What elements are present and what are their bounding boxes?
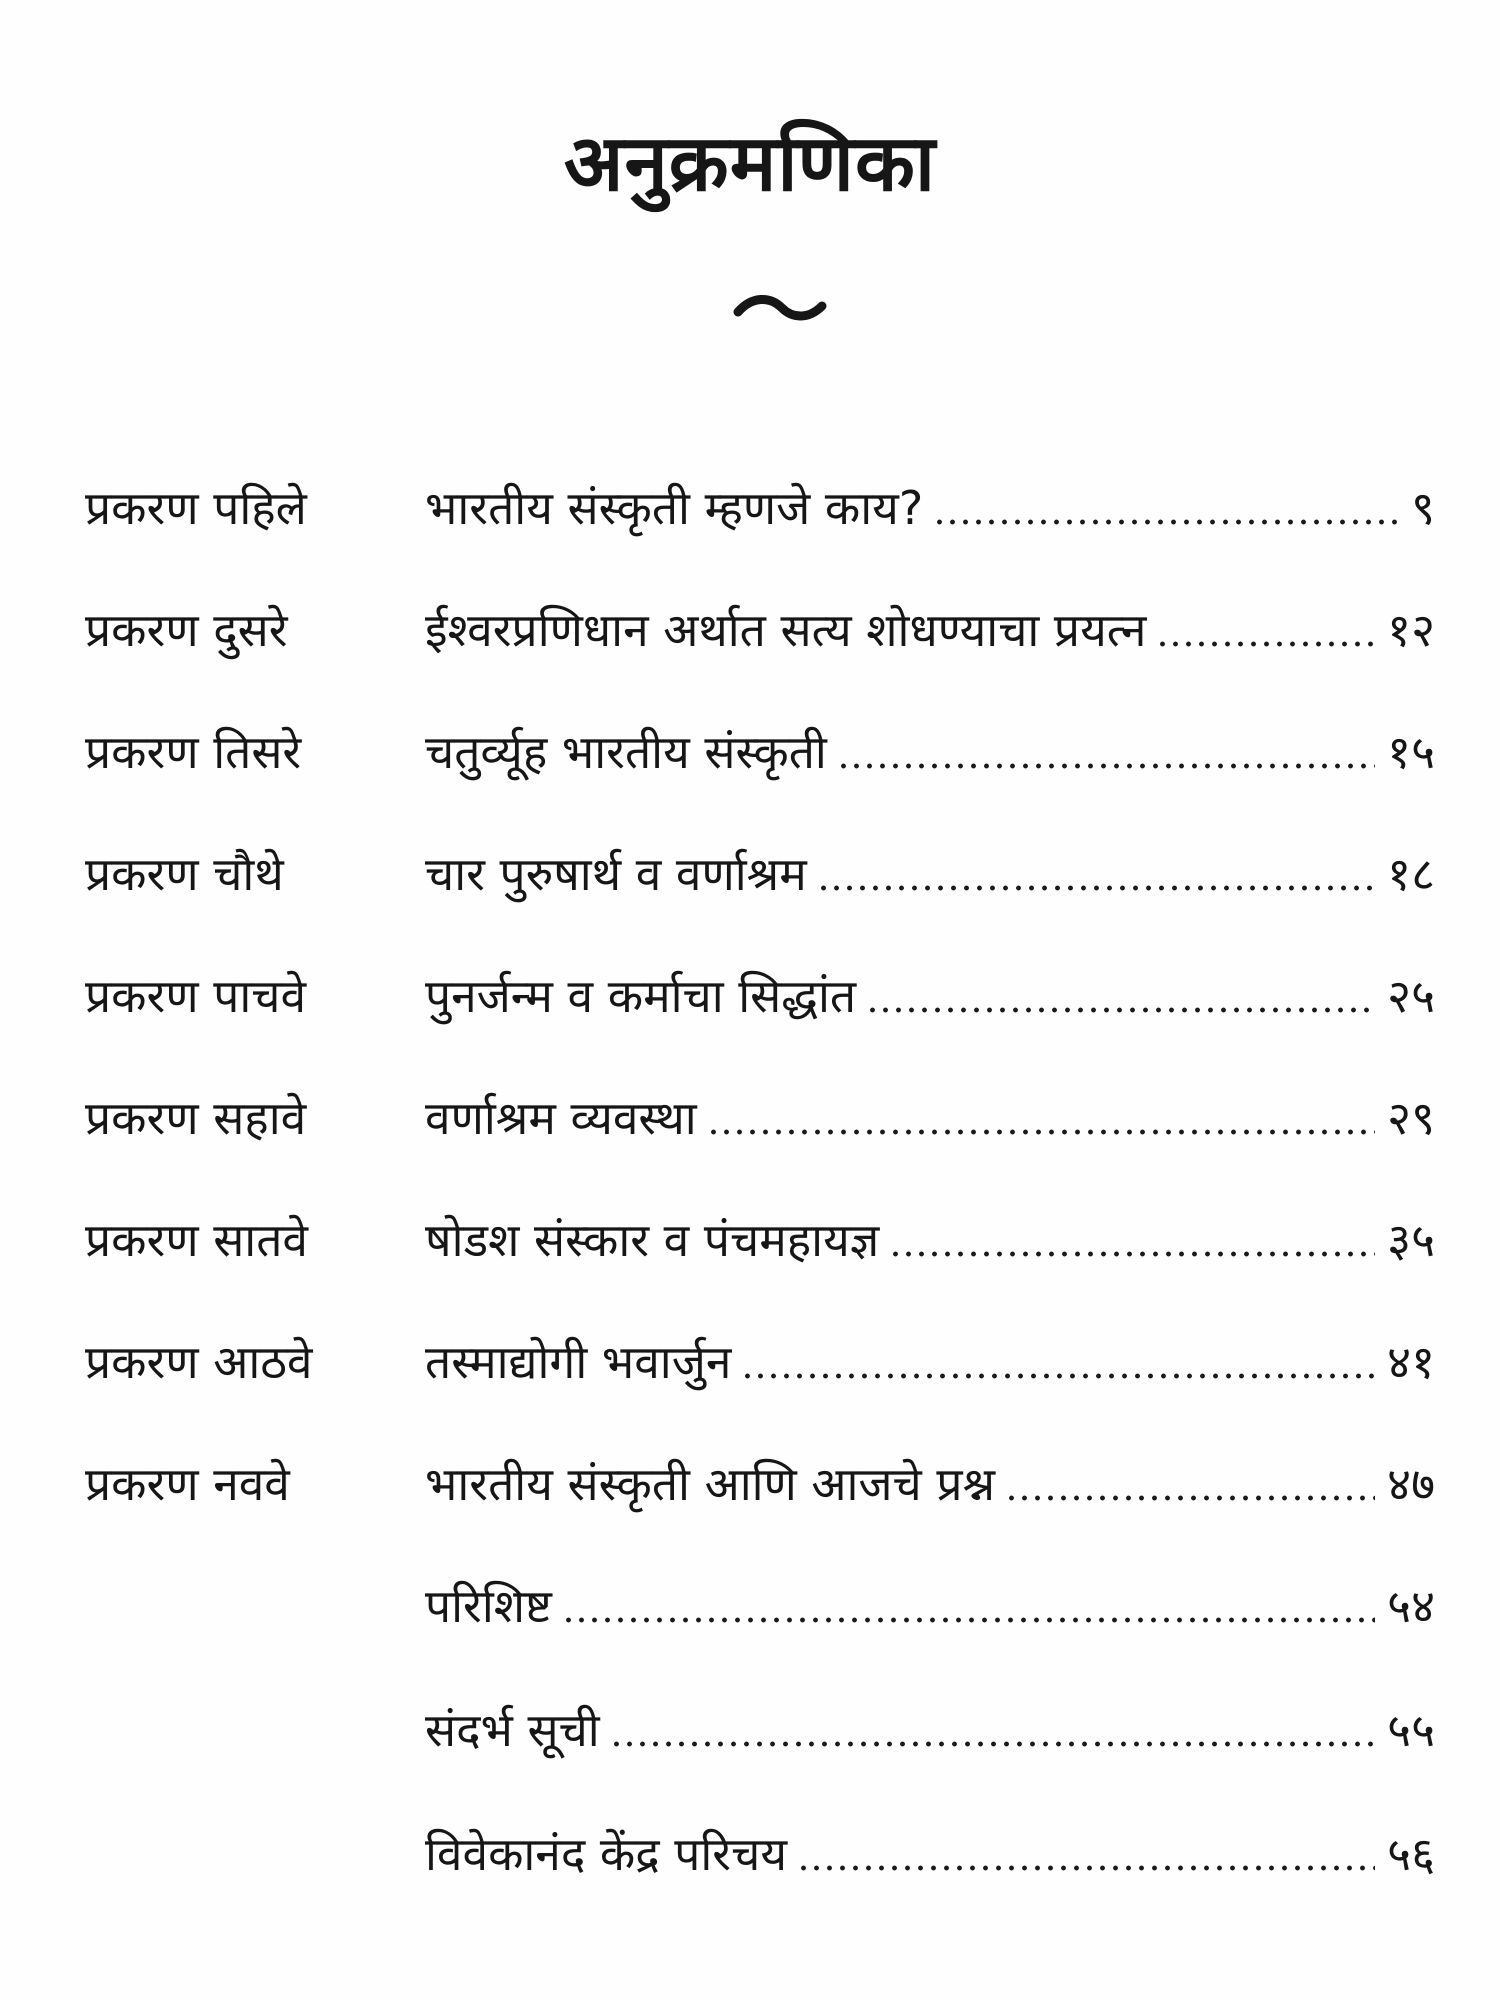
- entry-title: तस्माद्योगी भवार्जुन: [425, 1335, 732, 1389]
- page-number: २९: [1387, 1091, 1435, 1145]
- toc-row: [0, 834, 1500, 914]
- toc-entry: [425, 468, 1435, 548]
- chapter-label: प्रकरण आठवे: [85, 1335, 313, 1389]
- toc-entry: [425, 834, 1435, 914]
- page-number: १५: [1387, 725, 1435, 779]
- toc-entry: [425, 956, 1435, 1036]
- dot-leader: [797, 1865, 1375, 1871]
- dot-leader: [933, 519, 1399, 525]
- entry-title: पुनर्जन्म व कर्माचा सिद्धांत: [425, 969, 857, 1023]
- toc-row: [0, 956, 1500, 1036]
- entry-title: भारतीय संस्कृती आणि आजचे प्रश्न: [425, 1457, 996, 1511]
- entry-title: संदर्भ सूची: [425, 1703, 600, 1757]
- page-number: ३५: [1387, 1213, 1435, 1267]
- toc-row: [0, 468, 1500, 548]
- entry-title: परिशिष्ट: [425, 1579, 552, 1633]
- toc-row: [0, 712, 1500, 792]
- toc-row: [0, 1814, 1500, 1894]
- toc-entry: [425, 712, 1435, 792]
- page-number: १८: [1387, 847, 1435, 901]
- entry-title: विवेकानंद केंद्र परिचय: [425, 1827, 788, 1881]
- page-number: ५५: [1387, 1703, 1435, 1757]
- page-number: ५४: [1387, 1579, 1435, 1633]
- entry-title: चतुर्व्यूह भारतीय संस्कृती: [425, 725, 827, 779]
- chapter-label: प्रकरण नववे: [85, 1457, 290, 1511]
- page-number: ९: [1411, 481, 1435, 535]
- chapter-label: प्रकरण सातवे: [85, 1213, 309, 1267]
- entry-title: षोडश संस्कार व पंचमहायज्ञ: [425, 1213, 880, 1267]
- toc-row: [0, 1322, 1500, 1402]
- dot-leader: [741, 1373, 1375, 1379]
- toc-entry: [425, 590, 1435, 670]
- chapter-label: प्रकरण दुसरे: [85, 603, 288, 657]
- entry-title: भारतीय संस्कृती म्हणजे काय?: [425, 481, 924, 535]
- dot-leader: [837, 763, 1375, 769]
- chapter-label: प्रकरण सहावे: [85, 1091, 307, 1145]
- dot-leader: [817, 885, 1375, 891]
- toc-row: [0, 590, 1500, 670]
- toc-row: [0, 1200, 1500, 1280]
- page-number: ५६: [1387, 1827, 1435, 1881]
- dot-leader: [610, 1741, 1375, 1747]
- page-number: २५: [1387, 969, 1435, 1023]
- dot-leader: [707, 1129, 1375, 1135]
- toc-entry: [425, 1444, 1435, 1524]
- dot-leader: [562, 1617, 1375, 1623]
- toc-row: [0, 1078, 1500, 1158]
- page-number: १२: [1387, 603, 1435, 657]
- dot-leader: [866, 1007, 1375, 1013]
- chapter-label: प्रकरण पहिले: [85, 481, 307, 535]
- dot-leader: [1005, 1495, 1375, 1501]
- toc-entry: [425, 1690, 1435, 1770]
- toc-entry: [425, 1078, 1435, 1158]
- toc-row: [0, 1690, 1500, 1770]
- entry-title: चार पुरुषार्थ व वर्णाश्रम: [425, 847, 807, 901]
- entry-title: वर्णाश्रम व्यवस्था: [425, 1091, 697, 1145]
- toc-entry: [425, 1814, 1435, 1894]
- toc-entry: [425, 1322, 1435, 1402]
- page-number: ४७: [1387, 1457, 1435, 1511]
- toc-entry: [425, 1200, 1435, 1280]
- dot-leader: [889, 1251, 1375, 1257]
- chapter-label: प्रकरण चौथे: [85, 847, 284, 901]
- dot-leader: [1156, 641, 1375, 647]
- chapter-label: प्रकरण पाचवे: [85, 969, 307, 1023]
- page-title: अनुक्रमणिका: [563, 119, 937, 209]
- toc-row: [0, 1444, 1500, 1524]
- page-number: ४१: [1387, 1335, 1435, 1389]
- toc-row: [0, 1566, 1500, 1646]
- entry-title: ईश्वरप्रणिधान अर्थात सत्य शोधण्याचा प्रयत्न: [425, 603, 1147, 657]
- toc-entry: [425, 1566, 1435, 1646]
- chapter-label: प्रकरण तिसरे: [85, 725, 302, 779]
